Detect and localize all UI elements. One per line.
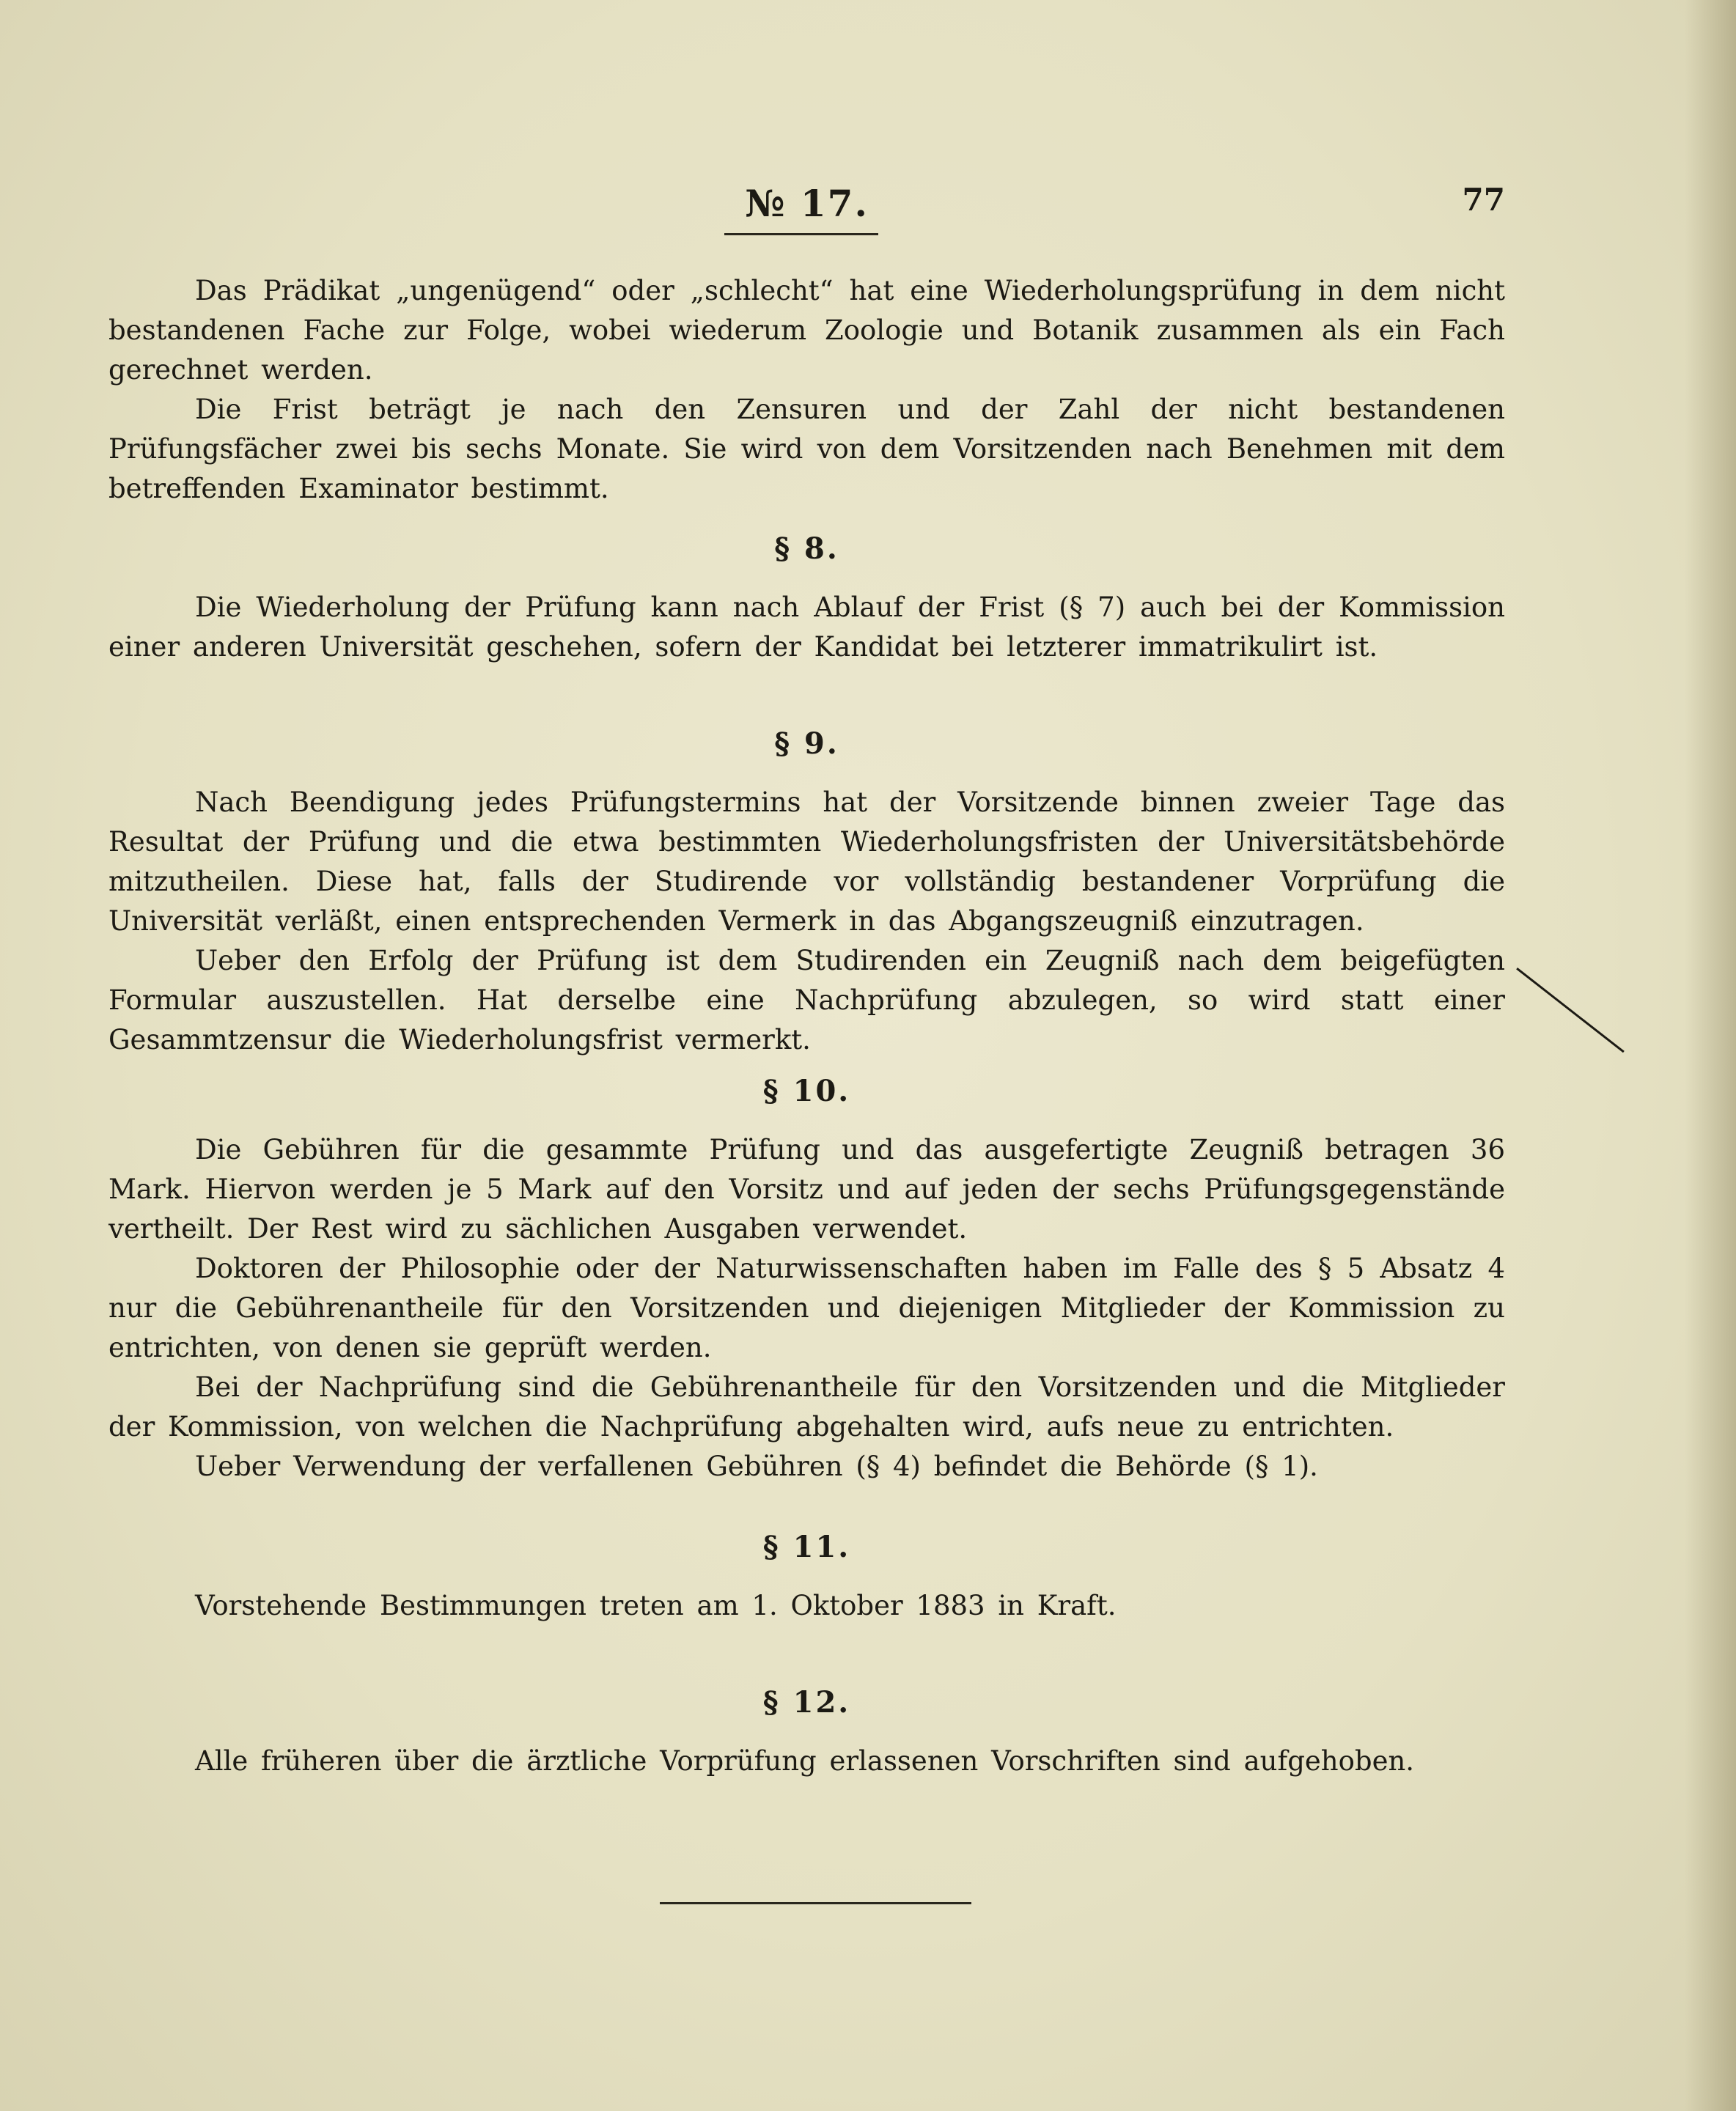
- paragraph: Doktoren der Philosophie oder der Naturwissenschaften haben im Falle des § 5 Absatz 4 nur die Gebührenantheile für den Vorsitzenden und diejenigen Mitglieder der Kommission zu entrichten, von denen sie geprüft werden.: [108, 1253, 1505, 1363]
- section-heading: § 9.: [774, 726, 839, 761]
- paragraph: Bei der Nachprüfung sind die Gebührenantheile für den Vorsitzenden und die Mitglieder der Kommission, von welchen die Nachprüfung abgehalten wird, aufs neue zu entrichten.: [108, 1371, 1505, 1443]
- issue-number: № 17.: [745, 182, 869, 225]
- section-10: [108, 1072, 1505, 1486]
- paragraph: Ueber den Erfolg der Prüfung ist dem Studirenden ein Zeugniß nach dem beigefügten Formular auszustellen. Hat derselbe eine Nachprüfung abzulegen, so wird statt einer Gesammtzensur die Wiederholungsfrist vermerkt.: [108, 945, 1505, 1056]
- closing-rule: [660, 1902, 971, 1904]
- paragraph: Die Wiederholung der Prüfung kann nach Ablauf der Frist (§ 7) auch bei der Kommission einer anderen Universität geschehen, sofern der Kandidat bei letzterer immatrikulirt ist.: [108, 592, 1505, 663]
- section-heading: § 11.: [762, 1530, 851, 1564]
- section-12: [108, 1683, 1505, 1781]
- page-header: [108, 182, 1505, 240]
- section-heading: § 12.: [762, 1685, 851, 1720]
- page-number: 77: [1462, 182, 1505, 218]
- section-8: [108, 529, 1505, 667]
- paragraph: Das Prädikat „ungenügend“ oder „schlecht“ hat eine Wiederholungsprüfung in dem nicht bestandenen Fache zur Folge, wobei wiederum Zoologie und Botanik zusammen als ein Fach gerechnet werden.: [108, 275, 1505, 386]
- margin-pen-stroke: [1516, 968, 1625, 1053]
- paragraph: Nach Beendigung jedes Prüfungstermins hat der Vorsitzende binnen zweier Tage das Resultat der Prüfung und die etwa bestimmten Wiederholungsfristen der Universitätsbehörde mitzutheilen. Diese hat, falls der Studirende vor vollständig bestandener Vorprüfung die Universität verläßt, einen entsprechenden Vermerk in das Abgangszeugniß einzutragen.: [108, 786, 1505, 937]
- paragraph: Vorstehende Bestimmungen treten am 1. Oktober 1883 in Kraft.: [195, 1590, 1117, 1621]
- paragraph: Ueber Verwendung der verfallenen Gebühren (§ 4) befindet die Behörde (§ 1).: [195, 1451, 1318, 1482]
- section-11: [108, 1528, 1505, 1626]
- header-rule: [724, 233, 878, 235]
- paragraph: Die Gebühren für die gesammte Prüfung und das ausgefertigte Zeugniß betragen 36 Mark. Hiervon werden je 5 Mark auf den Vorsitz und auf jeden der sechs Prüfungsgegenstände vertheilt. Der Rest wird zu sächlichen Ausgaben verwendet.: [108, 1134, 1505, 1245]
- section-heading: § 10.: [762, 1074, 851, 1108]
- section-heading: § 8.: [774, 531, 839, 566]
- page-edge-shadow: [1685, 0, 1736, 2111]
- paragraph: Die Frist beträgt je nach den Zensuren und der Zahl der nicht bestandenen Prüfungsfächer zwei bis sechs Monate. Sie wird von dem Vorsitzenden nach Benehmen mit dem betreffenden Examinator bestimmt.: [108, 394, 1505, 504]
- section-7-continuation: [108, 271, 1505, 509]
- paragraph: Alle früheren über die ärztliche Vorprüfung erlassenen Vorschriften sind aufgehoben.: [195, 1745, 1415, 1777]
- section-9: [108, 724, 1505, 1060]
